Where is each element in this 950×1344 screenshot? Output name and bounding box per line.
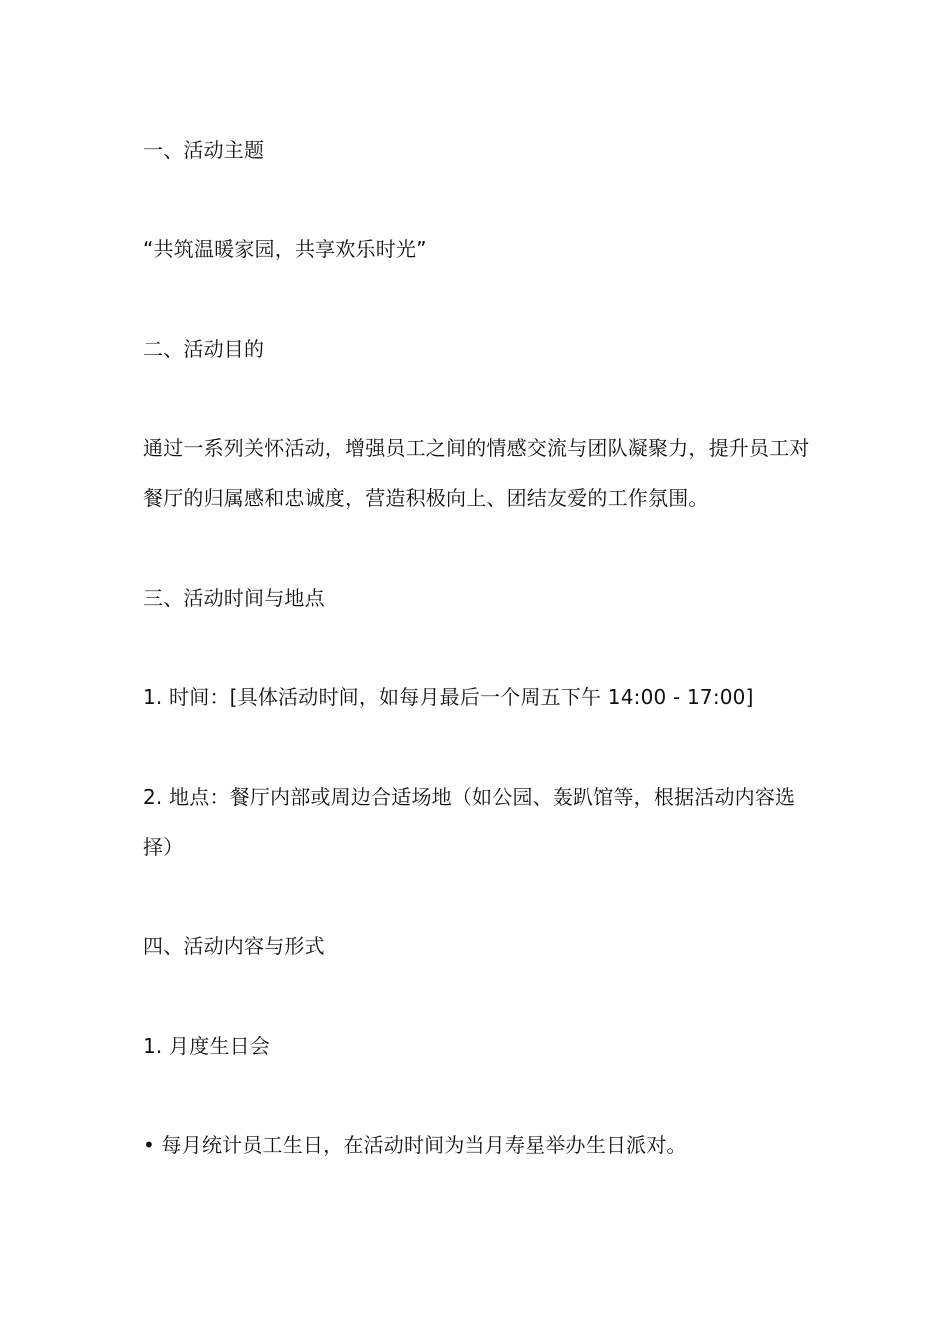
section-heading-time-place: 三、活动时间与地点 [143,586,325,610]
section-heading-theme: 一、活动主题 [143,138,265,162]
bullet-birthday-party: • 每月统计员工生日，在活动时间为当月寿星举办生日派对。 [143,1133,687,1157]
theme-text: “共筑温暖家园，共享欢乐时光” [143,237,427,261]
time-item: 1. 时间：[具体活动时间，如每月最后一个周五下午 14:00 - 17:00] [143,685,754,709]
purpose-paragraph: 通过一系列关怀活动，增强员工之间的情感交流与团队凝聚力，提升员工对餐厅的归属感和忠诚度，营造积极向上、团结友爱的工作氛围。 [143,436,810,510]
subsection-heading-birthday: 1. 月度生日会 [143,1034,271,1058]
section-heading-purpose: 二、活动目的 [143,337,265,361]
place-item: 2. 地点：餐厅内部或周边合适场地（如公园、轰趴馆等，根据活动内容选择） [143,785,796,859]
section-heading-content-form: 四、活动内容与形式 [143,934,325,958]
